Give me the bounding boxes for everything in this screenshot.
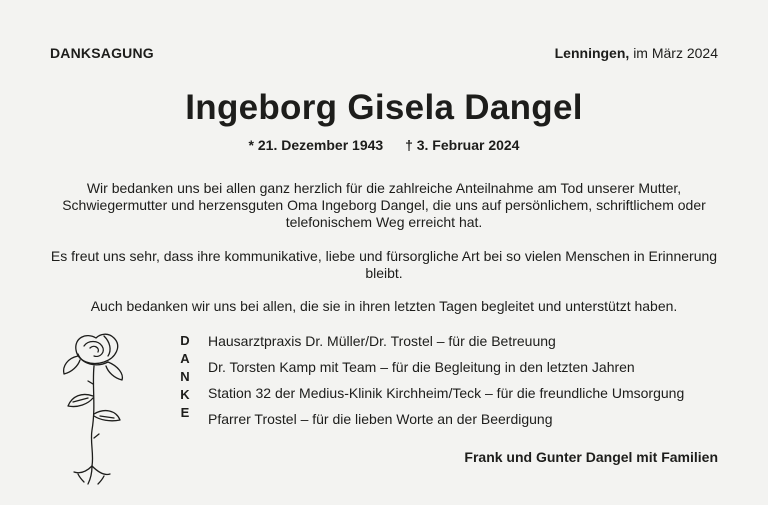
- thanks-paragraph-2: Es freut uns sehr, dass ihre kommunikative, liebe und fürsorgliche Art bei so vielen Menschen in Erinnerung bleibt.: [50, 248, 718, 281]
- thanks-paragraph-1: Wir bedanken uns bei allen ganz herzlich für die zahlreiche Anteilnahme am Tod unserer Mutter, Schwiegermutter und herzensguten Oma Ingeborg Dangel, die uns auf persönlichem, schriftlichem oder telefonischem Weg erreicht hat.: [62, 180, 706, 230]
- thanks-list-item: Pfarrer Trostel – für die lieben Worte an der Beerdigung: [208, 411, 553, 427]
- danke-vertical-word: [178, 332, 192, 422]
- thanks-list-item: Station 32 der Medius-Klinik Kirchheim/Teck – für die freundliche Umsorgung: [208, 385, 685, 401]
- danke-letter: K: [180, 387, 190, 402]
- thanks-list: [208, 332, 684, 436]
- rose-drawing-icon: [48, 326, 148, 486]
- danke-letter: A: [180, 351, 190, 366]
- date-label: im März 2024: [633, 45, 718, 61]
- place-label: Lenningen,: [554, 45, 630, 61]
- signature: Frank und Gunter Dangel mit Familien: [464, 449, 718, 465]
- danke-letter: D: [180, 333, 190, 348]
- death-date: † 3. Februar 2024: [405, 137, 520, 153]
- thanks-list-item: Hausarztpraxis Dr. Müller/Dr. Trostel – für die Betreuung: [208, 333, 556, 349]
- deceased-name: Ingeborg Gisela Dangel: [185, 88, 583, 127]
- danke-letter: N: [180, 369, 190, 384]
- birth-date: * 21. Dezember 1943: [248, 137, 384, 153]
- life-dates: [0, 137, 768, 153]
- danke-letter: E: [180, 405, 190, 420]
- place-date: [555, 45, 718, 61]
- notice-type-label: DANKSAGUNG: [50, 45, 154, 61]
- thanks-paragraph-3: Auch bedanken wir uns bei allen, die sie in ihren letzten Tagen begleitet und unterstützt haben.: [90, 298, 678, 314]
- thanks-list-item: Dr. Torsten Kamp mit Team – für die Begleitung in den letzten Jahren: [208, 359, 635, 375]
